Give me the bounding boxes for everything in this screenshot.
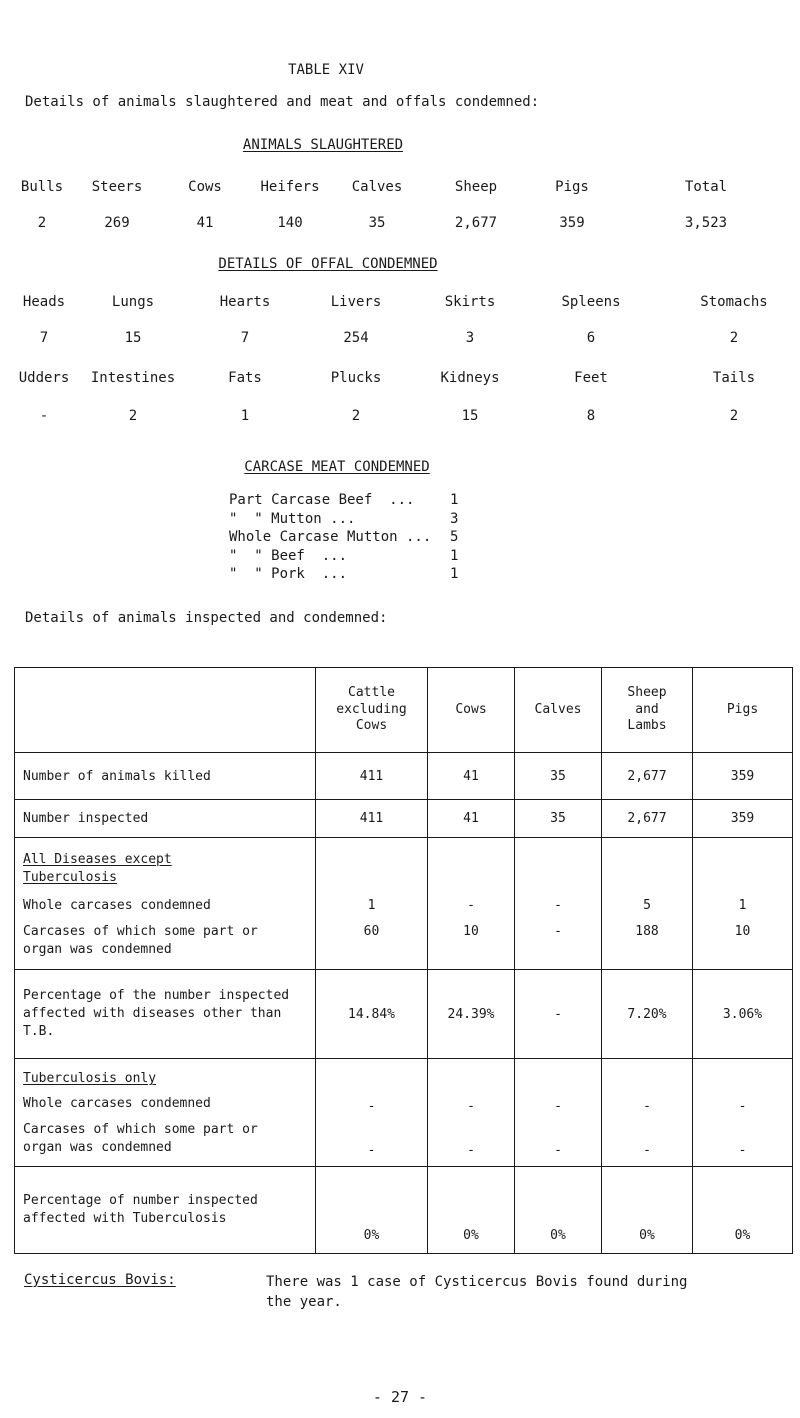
table-title: TABLE XIV [288,62,364,78]
inspected-intro: Details of animals inspected and condemned: [25,610,388,626]
slaughter-value: 3,523 [684,215,728,231]
offal-label: Intestines [90,370,176,386]
tb-part-label: Carcases of which some part or organ was condemned [23,1122,258,1155]
ad-whole-pigs: 1 [738,898,747,913]
row-label-pct-other [15,970,316,1059]
ad-whole-cattle: 1 [367,898,376,913]
header-calves: Calves [515,668,602,753]
table-header-row [15,668,793,753]
pct-other-calves: - [515,970,602,1059]
tb-whole-cattle: - [367,1099,376,1114]
row-label-inspected: Number inspected [15,800,316,838]
slaughter-value: 269 [104,215,130,231]
offal-label: Skirts [444,294,496,310]
pct-other-cows: 24.39% [428,970,515,1059]
carcase-item-label: " " Beef ... [229,547,348,564]
header-cows: Cows [428,668,515,753]
offal-value: 3 [465,330,475,346]
pct-other-pigs: 3.06% [693,970,793,1059]
offal-label: Plucks [330,370,382,386]
header-sheep: Sheep and Lambs [602,668,693,753]
inspected-cattle: 411 [316,800,428,838]
offal-label: Fats [228,370,262,386]
offal-label: Feet [574,370,608,386]
pct-other-label: Percentage of the number inspected affected with diseases other than T.B. [23,988,290,1039]
tb-whole-pigs: - [738,1099,747,1114]
all-diseases-part-label: Carcases of which some part or organ was condemned [23,924,258,957]
pct-tb-cows: 0% [428,1167,515,1254]
carcase-item-value: 5 [450,529,459,545]
offal-label: Tails [712,370,756,386]
offal-label: Stomachs [700,294,768,310]
ad-part-calves: - [554,924,562,939]
inspected-pigs: 359 [693,800,793,838]
pct-tb-calves: 0% [515,1167,602,1254]
offal-value: - [39,408,49,424]
offal-value: 254 [343,330,369,346]
killed-pigs: 359 [693,753,793,800]
table-row [15,800,793,838]
offal-value: 7 [39,330,49,346]
offal-value: 2 [128,408,138,424]
tb-part-cattle: - [367,1143,376,1158]
table-row [15,753,793,800]
inspected-cows: 41 [428,800,515,838]
tb-whole-calves: - [554,1099,562,1114]
slaughter-label: Sheep [454,179,498,195]
tb-only-heading: Tuberculosis only [23,1071,157,1086]
inspection-table [14,667,792,1254]
offal-label: Heads [22,294,66,310]
offal-label: Udders [18,370,70,386]
pct-tb-label: Percentage of number inspected affected with Tuberculosis [23,1193,258,1226]
tb-whole-sheep: - [643,1099,651,1114]
tb-part-sheep: - [643,1143,651,1158]
pct-tb-pigs: 0% [693,1167,793,1254]
slaughter-value: 359 [559,215,585,231]
tb-part-calves: - [554,1143,562,1158]
table-row [15,838,793,970]
tb-part-pigs: - [738,1143,747,1158]
slaughter-value: 2,677 [454,215,498,231]
all-diseases-heading: All Diseases except Tuberculosis [23,852,172,885]
carcase-item-value: 3 [450,510,459,527]
killed-cattle: 411 [316,753,428,800]
row-label-tb-only [15,1059,316,1167]
tb-whole-cows: - [467,1099,475,1114]
offal-label: Spleens [561,294,621,310]
slaughtered-heading: ANIMALS SLAUGHTERED [242,137,404,153]
carcase-item-label: " " Pork ... [229,566,348,582]
footnote-text: There was 1 case of Cysticercus Bovis found during the year. [266,1274,688,1310]
all-diseases-whole-label: Whole carcases condemned [23,898,211,913]
pct-other-cattle: 14.84% [316,970,428,1059]
ad-whole-sheep: 5 [643,898,651,913]
header-pigs: Pigs [693,668,793,753]
offal-value: 1 [240,408,250,424]
slaughter-label: Pigs [555,179,589,195]
table-row [15,970,793,1059]
inspected-calves: 35 [515,800,602,838]
carcase-item-value: 1 [450,566,459,582]
slaughter-label: Calves [351,179,403,195]
ad-whole-cows: - [467,898,475,913]
carcase-item-value: 1 [450,492,459,508]
inspected-sheep: 2,677 [602,800,693,838]
table-row [15,1059,793,1167]
offal-label: Lungs [111,294,155,310]
carcase-item-label: Whole Carcase Mutton ... [229,529,432,545]
row-label-killed: Number of animals killed [15,753,316,800]
row-label-all-diseases [15,838,316,970]
killed-cows: 41 [428,753,515,800]
slaughter-label: Total [684,179,728,195]
carcase-heading: CARCASE MEAT CONDEMNED [244,459,430,475]
offal-value: 2 [729,408,739,424]
footnote-label: Cysticercus Bovis: [24,1272,176,1288]
ad-part-cows: 10 [463,924,479,939]
slaughter-value: 41 [196,215,214,231]
slaughter-label: Steers [91,179,143,195]
killed-sheep: 2,677 [602,753,693,800]
offal-heading: DETAILS OF OFFAL CONDEMNED [218,256,438,272]
offal-value: 8 [586,408,596,424]
offal-label: Hearts [219,294,271,310]
offal-value: 6 [586,330,596,346]
offal-value: 7 [240,330,250,346]
offal-value: 2 [729,330,739,346]
slaughter-value: 35 [368,215,386,231]
ad-whole-calves: - [554,898,562,913]
carcase-item-label: Part Carcase Beef ... [229,492,415,508]
carcase-item-label: " " Mutton ... [229,510,356,527]
header-blank [15,668,316,753]
offal-value: 15 [124,330,142,346]
ad-part-cattle: 60 [363,924,380,939]
row-label-pct-tb [15,1167,316,1254]
slaughter-label: Cows [188,179,222,195]
offal-value: 2 [351,408,361,424]
pct-tb-sheep: 0% [602,1167,693,1254]
offal-label: Kidneys [440,370,500,386]
page-number: - 27 - [372,1388,428,1406]
slaughter-value: 140 [277,215,303,231]
intro-text: Details of animals slaughtered and meat and offals condemned: [25,94,540,110]
tb-whole-label: Whole carcases condemned [23,1096,211,1111]
offal-label: Livers [330,294,382,310]
header-cattle: Cattle excluding Cows [316,668,428,753]
ad-part-pigs: 10 [734,924,751,939]
pct-tb-cattle: 0% [316,1167,428,1254]
slaughter-value: 2 [37,215,47,231]
tb-part-cows: - [467,1143,475,1158]
killed-calves: 35 [515,753,602,800]
ad-part-sheep: 188 [635,924,659,939]
pct-other-sheep: 7.20% [602,970,693,1059]
slaughter-label: Bulls [20,179,64,195]
offal-value: 15 [461,408,479,424]
carcase-item-value: 1 [450,547,459,564]
slaughter-label: Heifers [260,179,320,195]
table-row [15,1167,793,1254]
